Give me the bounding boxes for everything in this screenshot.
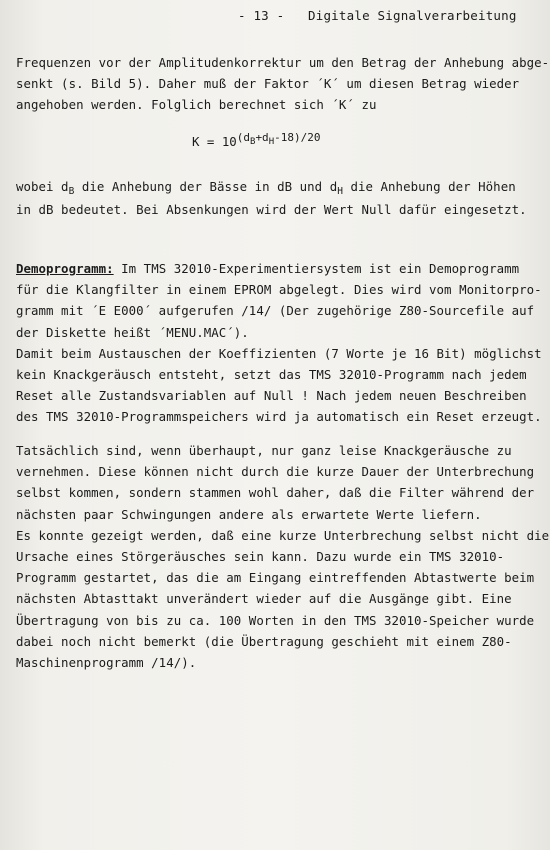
text-line: nächsten Abtasttakt unverändert wieder auf die Ausgänge gibt. Eine [16,591,512,607]
page-number: - 13 - [238,8,285,23]
text-line: kein Knackgeräusch entsteht, setzt das TMS 32010-Programm nach jedem [16,367,527,383]
text-line: vernehmen. Diese können nicht durch die kurze Dauer der Unterbrechung [16,464,535,480]
text-line: des TMS 32010-Programmspeichers wird ja automatisch ein Reset erzeugt. [16,409,542,425]
formula [192,131,321,149]
text-line: angehoben werden. Folglich berechnet sich ´K´ zu [16,97,377,113]
text-line: Demoprogramm: Im TMS 32010-Experimentiersystem ist ein Demoprogramm [16,261,520,276]
text-line: Frequenzen vor der Amplitudenkorrektur um den Betrag der Anhebung abge- [16,55,550,70]
paragraph-1 [16,52,550,116]
text-line: dabei noch nicht bemerkt (die Übertragung geschieht mit einem Z80- [16,633,512,649]
page-header [238,8,542,23]
text-line: Übertragung von bis zu ca. 100 Worten in den TMS 32010-Speicher wurde [16,612,535,628]
text-line: Reset alle Zustandsvariablen auf Null ! Nach jedem neuen Beschreiben [16,388,527,404]
text-line: gramm mit ´E E000´ aufgerufen /14/ (Der zugehörige Z80-Sourcefile auf [16,303,535,319]
paragraph-2 [16,176,536,220]
formula-exponent: $(d_B+d_H-18)/20$ [236,131,321,147]
text-line: in dB bedeutet. Bei Absenkungen wird der Wert Null dafür eingesetzt. [16,202,527,218]
paragraph-demoprogramm [16,258,542,428]
text-line: nächsten paar Schwingungen andere als erwartete Werte liefern. [16,506,482,522]
text-line: Damit beim Austauschen der Koeffizienten (7 Worte je 16 Bit) möglichst [16,345,542,361]
text-line: Maschinenprogramm /14/). [16,655,197,671]
text-line: der Diskette heißt ´MENU.MAC´). [16,324,249,340]
text-line: selbst kommen, sondern stammen wohl daher, daß die Filter während der [16,485,535,501]
text-line: wobei $d_B$ die Anhebung der Bässe in dB und $d_H$ die Anhebung der Höhen [16,179,516,197]
paragraph-4 [16,440,550,673]
text-line: senkt (s. Bild 5). Daher muß der Faktor ´K´ um diesen Betrag wieder [16,76,520,92]
section-title: Digitale Signalverarbeitung [308,8,517,23]
section-heading: Demoprogramm: [16,261,114,276]
text-line: Ursache eines Störgeräusches sein kann. Dazu wurde ein TMS 32010- [16,549,505,565]
text-line: Tatsächlich sind, wenn überhaupt, nur ganz leise Knackgeräusche zu [16,443,512,458]
text-line: für die Klangfilter in einem EPROM abgelegt. Dies wird vom Monitorpro- [16,282,542,298]
text-line: Programm gestartet, das die am Eingang eintreffenden Abtastwerte beim [16,570,535,586]
formula-lhs: K = 10 [192,134,237,149]
text-line: Es konnte gezeigt werden, daß eine kurze Unterbrechung selbst nicht die [16,527,550,543]
